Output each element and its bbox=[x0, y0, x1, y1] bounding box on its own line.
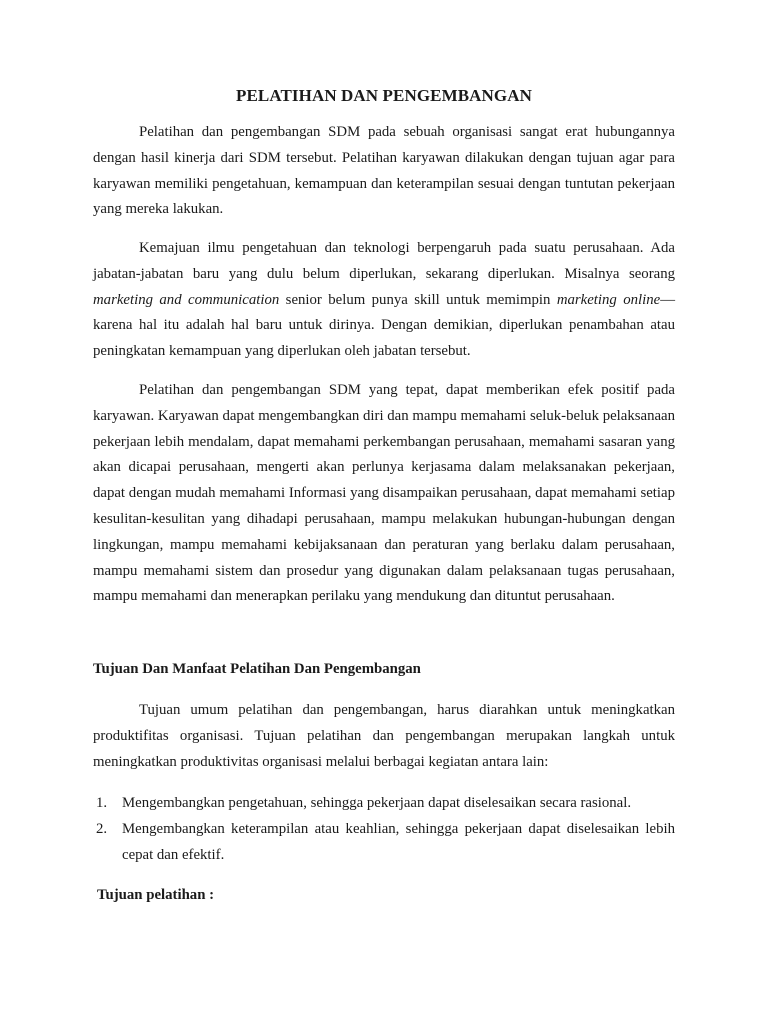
paragraph-1-text: Pelatihan dan pengembangan SDM pada sebuah organisasi sangat erat hubungannya dengan hasil kinerja dari SDM tersebut. Pelatihan karyawan dilakukan dengan tujuan agar para karyawan memiliki pengetahuan, kemampuan dan keterampilan sesuai dengan tuntutan pekerjaan yang mereka lakukan. bbox=[93, 124, 675, 218]
list-item-text: Mengembangkan pengetahuan, sehingga pekerjaan dapat diselesaikan secara rasional. bbox=[122, 795, 632, 811]
paragraph-2-text-a: Kemajuan ilmu pengetahuan dan teknologi berpengaruh pada suatu perusahaan. Ada jabatan-jabatan baru yang dulu belum diperlukan, sekarang diperlukan. Misalnya seorang bbox=[93, 240, 675, 282]
section-heading-tujuan-manfaat: Tujuan Dan Manfaat Pelatihan Dan Pengembangan bbox=[93, 661, 421, 677]
paragraph-2-text-b: senior belum punya skill untuk memimpin bbox=[279, 291, 557, 308]
paragraph-2-italic-b: marketing online bbox=[556, 291, 661, 308]
paragraph-3 bbox=[93, 378, 675, 610]
list-item-text: Mengembangkan keterampilan atau keahlian, sehingga pekerjaan dapat diselesaikan lebih cepat dan efektif. bbox=[122, 821, 675, 863]
section-heading-tujuan-pelatihan: Tujuan pelatihan : bbox=[97, 887, 215, 903]
paragraph-4-text: Tujuan umum pelatihan dan pengembangan, harus diarahkan untuk meningkatkan produktifitas organisasi. Tujuan pelatihan dan pengembangan merupakan langkah untuk meningkatkan produktivitas organisasi melalui berbagai kegiatan antara lain: bbox=[93, 702, 675, 770]
paragraph-3-text: Pelatihan dan pengembangan SDM yang tepat, dapat memberikan efek positif pada karyawan. Karyawan dapat mengembangkan diri dan mampu memahami seluk-beluk pelaksanaan pekerjaan lebih mendalam, dapat memahami perkembangan perusahaan, memahami sasaran yang akan dicapai perusahaan, mengerti akan perlunya kerjasama dalam melaksanakan pekerjaan, dapat dengan mudah memahami Informasi yang disampaikan perusahaan, dapat memahami setiap kesulitan-kesulitan yang dihadapi perusahaan, mampu melakukan hubungan-hubungan dengan lingkungan, mampu memahami kebijaksanaan dan peraturan yang berlaku dalam perusahaan, mampu memahami sistem dan prosedur yang digunakan dalam pelaksanaan tugas perusahaan, mampu memahami dan menerapkan perilaku yang mendukung dan dituntut perusahaan. bbox=[93, 382, 675, 605]
document-title: PELATIHAN DAN PENGEMBANGAN bbox=[235, 86, 533, 105]
paragraph-2-italic-a: marketing and communication bbox=[93, 291, 280, 308]
paragraph-1 bbox=[93, 120, 675, 223]
list-item-number: 1. bbox=[96, 795, 108, 811]
paragraph-2-text-c: —karena hal itu adalah hal baru untuk dirinya. Dengan demikian, diperlukan penambahan atau peningkatan kemampuan yang diperlukan oleh jabatan tersebut. bbox=[93, 291, 676, 360]
list-item bbox=[96, 817, 675, 869]
paragraph-4 bbox=[93, 698, 675, 775]
list-item-number: 2. bbox=[96, 821, 108, 837]
paragraph-2 bbox=[93, 236, 675, 365]
list-item bbox=[96, 791, 675, 817]
